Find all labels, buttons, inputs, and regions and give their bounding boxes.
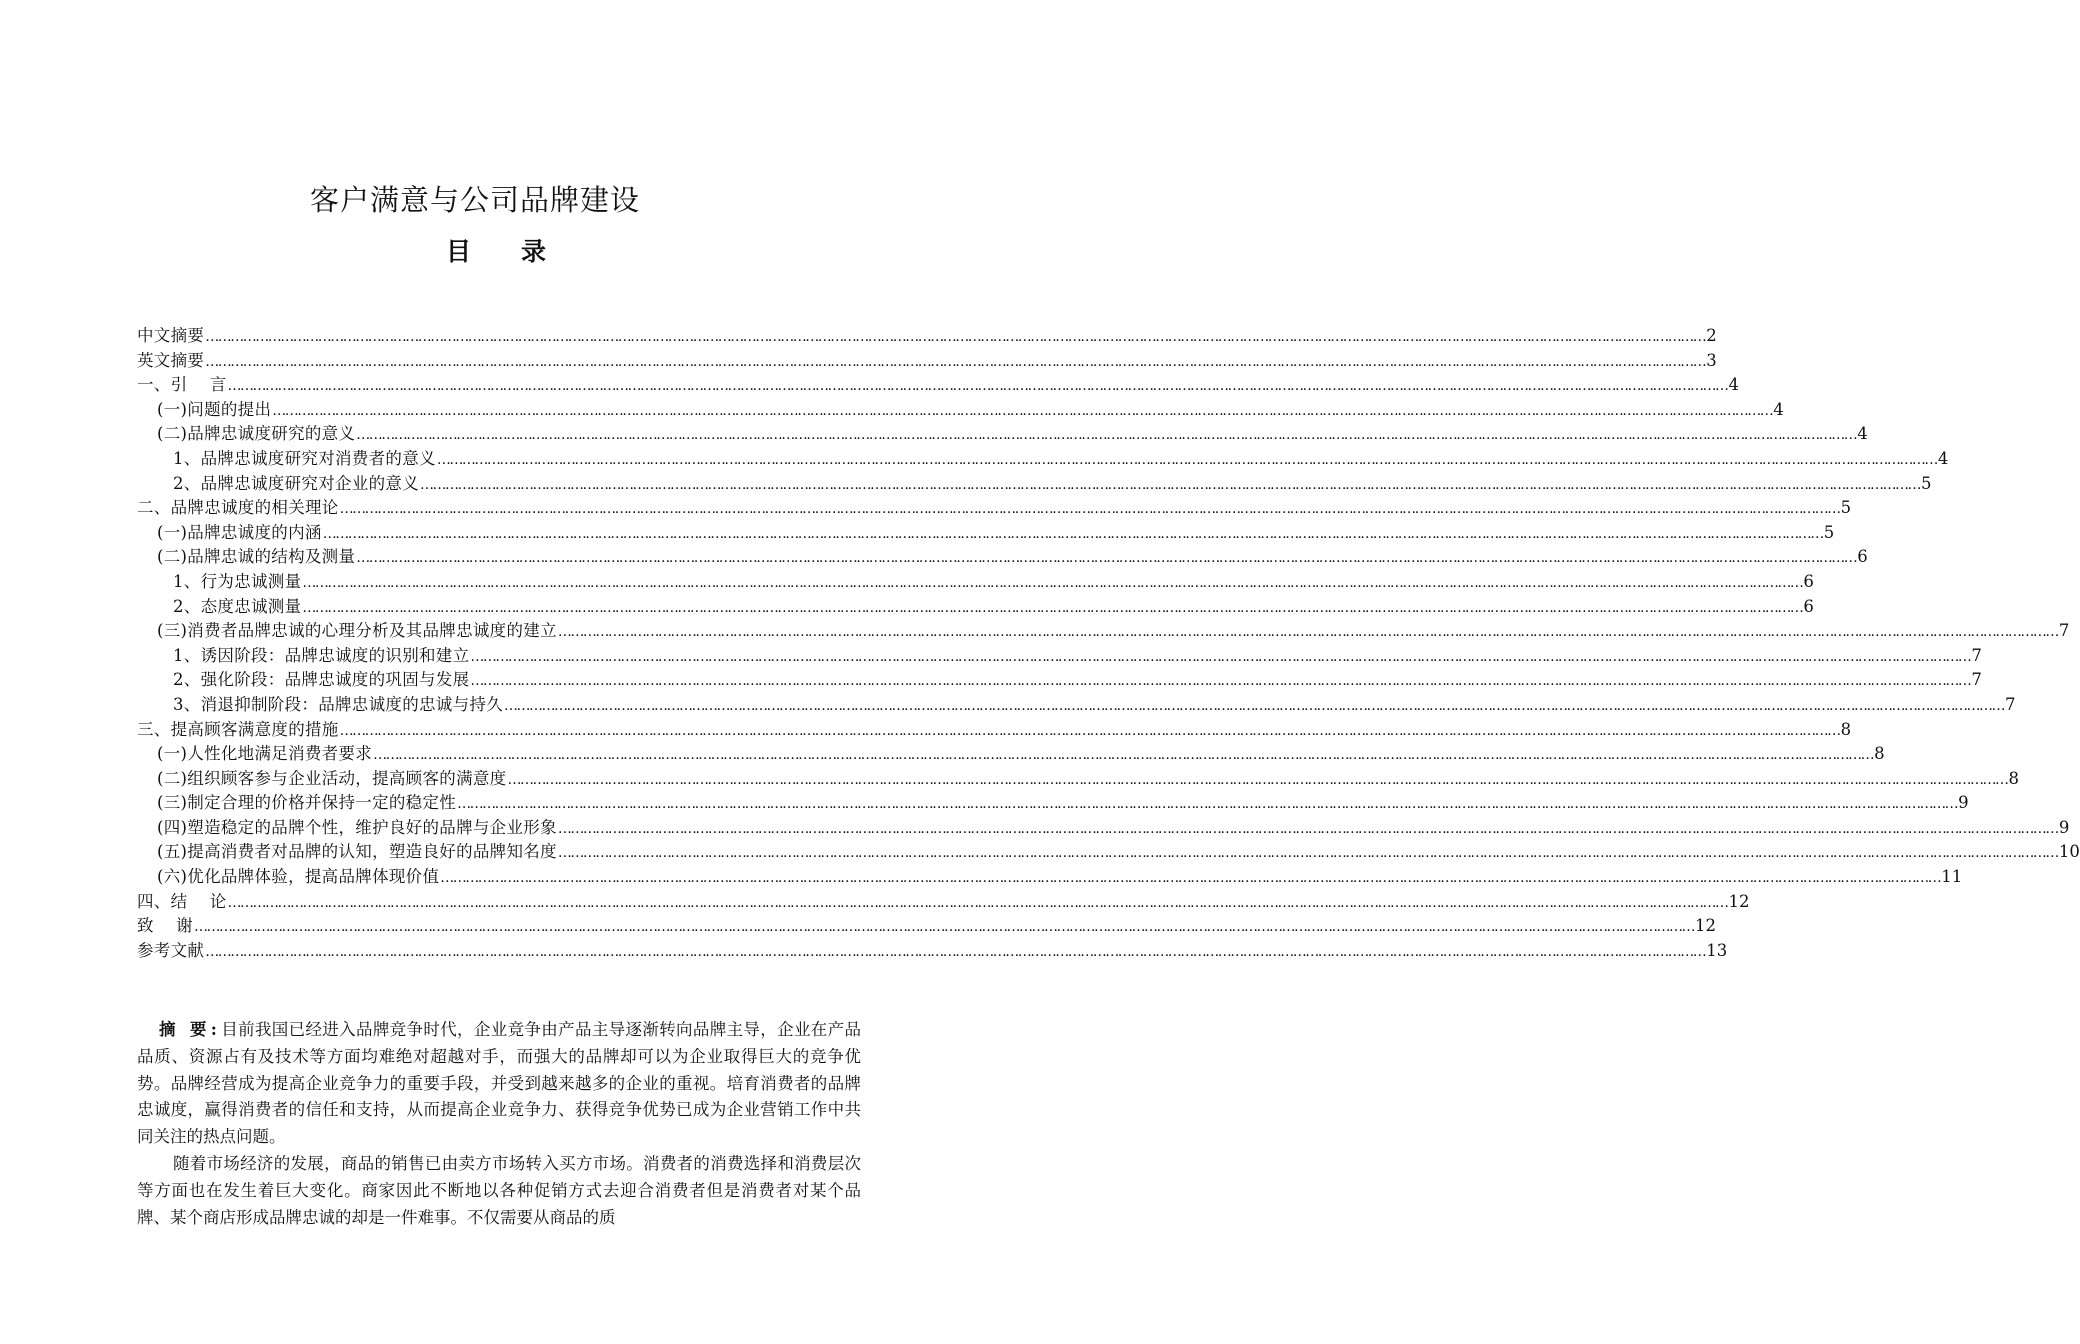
toc-leader-dots: ……………………………………………………………………………………………………………………………………………………………………………………………………………………………………………………………………………………………………………………………… <box>339 501 1840 518</box>
toc-entry-page-number: 2 <box>1706 326 1717 345</box>
toc-entry-page-number: 13 <box>1706 940 1728 960</box>
toc-entry[interactable] <box>137 447 1949 472</box>
toc-leader-dots: ……………………………………………………………………………………………………………………………………………………………………………………………………………………………………………………………………………………………………………………………… <box>373 747 1874 764</box>
toc-entry-page-number: 5 <box>1840 498 1852 518</box>
toc-entry[interactable] <box>137 472 1932 497</box>
toc-entry-label: 中文摘要 <box>137 326 205 345</box>
toc-entry[interactable] <box>137 422 1868 447</box>
table-of-contents <box>137 324 2080 963</box>
toc-leader-dots: ……………………………………………………………………………………………………………………………………………………………………………………………………………………………………………………………………………………………………………………………… <box>420 476 1920 493</box>
toc-leader-dots: ……………………………………………………………………………………………………………………………………………………………………………………………………………………………………………………………………………………………………………………………… <box>470 648 1971 665</box>
toc-entry[interactable] <box>137 890 1750 915</box>
toc-entry-page-number: 6 <box>1803 596 1814 616</box>
abstract-section <box>137 1017 861 1231</box>
toc-entry[interactable] <box>137 398 1784 423</box>
document-title: 客户满意与公司品牌建设 <box>309 183 640 217</box>
toc-entry[interactable] <box>137 816 2070 841</box>
toc-entry-label: (一)问题的提出 <box>157 399 272 419</box>
toc-entry[interactable] <box>137 595 1814 620</box>
toc-entry-label: (二)组织顾客参与企业活动，提高顾客的满意度 <box>157 768 507 788</box>
toc-leader-dots: ……………………………………………………………………………………………………………………………………………………………………………………………………………………………………………………………………………………………………………………………… <box>557 820 2058 837</box>
toc-entry-page-number: 12 <box>1694 916 1716 936</box>
toc-entry-label: (四)塑造稳定的品牌个性，维护良好的品牌与企业形象 <box>157 817 557 837</box>
toc-entry[interactable] <box>137 840 2080 865</box>
toc-entry[interactable] <box>137 619 2070 644</box>
toc-entry-label: (三)制定合理的价格并保持一定的稳定性 <box>157 793 457 813</box>
toc-entry-page-number: 6 <box>1803 571 1814 591</box>
toc-entry-page-number: 10 <box>2058 842 2080 862</box>
toc-entry-label: 参考文献 <box>137 940 205 960</box>
toc-leader-dots: ……………………………………………………………………………………………………………………………………………………………………………………………………………………………………………………………………………………………………………………………… <box>322 525 1823 542</box>
toc-entry-page-number: 7 <box>2058 621 2070 641</box>
toc-leader-dots: ……………………………………………………………………………………………………………………………………………………………………………………………………………………………………………………………………………………………………………………………… <box>193 919 1694 936</box>
toc-entry-page-number: 4 <box>1728 375 1740 395</box>
toc-entry-page-number: 6 <box>1857 547 1868 567</box>
toc-leader-dots: ……………………………………………………………………………………………………………………………………………………………………………………………………………………………………………………………………………………………………………………………… <box>205 943 1706 960</box>
toc-leader-dots: ……………………………………………………………………………………………………………………………………………………………………………………………………………………………………………………………………………………………………………………………… <box>302 599 1803 616</box>
toc-leader-dots: ……………………………………………………………………………………………………………………………………………………………………………………………………………………………………………………………………………………………………………………………… <box>457 796 1958 813</box>
toc-entry-page-number: 4 <box>1773 399 1784 419</box>
toc-leader-dots: ……………………………………………………………………………………………………………………………………………………………………………………………………………………………………………………………………………………………………………………………… <box>507 771 2008 788</box>
abstract-paragraph-2: 随着市场经济的发展，商品的销售已由卖方市场转入买方市场。消费者的消费选择和消费层次等方面也在发生着巨大变化。商家因此不断地以各种促销方式去迎合消费者但是消费者对某个品牌、某个商店形成品牌忠诚的却是一件难事。不仅需要从商品的质 <box>137 1153 861 1227</box>
toc-entry[interactable] <box>137 496 1852 521</box>
toc-entry[interactable] <box>137 742 1885 767</box>
toc-entry-page-number: 9 <box>2058 817 2070 837</box>
toc-entry-page-number: 5 <box>1921 473 1932 493</box>
toc-leader-dots: ……………………………………………………………………………………………………………………………………………………………………………………………………………………………………………………………………………………………………………………………… <box>227 894 1728 911</box>
toc-leader-dots: ……………………………………………………………………………………………………………………………………………………………………………………………………………………………………………………………………………………………………………………………… <box>272 402 1773 419</box>
toc-entry[interactable] <box>137 668 1982 693</box>
toc-entry-label: 英文摘要 <box>137 350 205 370</box>
toc-entry-label: 1、品牌忠诚度研究对消费者的意义 <box>173 448 436 468</box>
toc-leader-dots: ……………………………………………………………………………………………………………………………………………………………………………………………………………………………………………………………………………………………………………………………… <box>302 574 1803 591</box>
toc-entry-label: (五)提高消费者对品牌的认知，塑造良好的品牌知名度 <box>157 842 557 862</box>
toc-entry[interactable] <box>137 865 1963 890</box>
toc-leader-dots: ……………………………………………………………………………………………………………………………………………………………………………………………………………………………………………………………………………………………………………………………… <box>504 697 2004 714</box>
toc-entry-label: 3、消退抑制阶段：品牌忠诚度的忠诚与持久 <box>173 694 503 714</box>
toc-entry-page-number: 8 <box>1874 744 1885 764</box>
toc-entry-page-number: 5 <box>1823 522 1835 542</box>
toc-entry[interactable] <box>137 767 2019 792</box>
toc-entry-page-number: 3 <box>1706 350 1717 370</box>
toc-entry-label: (一)人性化地满足消费者要求 <box>157 744 373 764</box>
toc-leader-dots: ……………………………………………………………………………………………………………………………………………………………………………………………………………………………………………………………………………………………………………………………… <box>339 722 1840 739</box>
abstract-text: 目前我国已经进入品牌竞争时代，企业竞争由产品主导逐渐转向品牌主导，企业在产品品质、资源占有及技术等方面均难绝对超越对手，而强大的品牌却可以为企业取得巨大的竞争优势。品牌经营成为提高企业竞争力的重要手段，并受到越来越多的企业的重视。培育消费者的品牌忠诚度，赢得消费者的信任和支持，从而提高企业竞争力、获得竞争优势已成为企业营销工作中共同关注的热点问题。 <box>137 1020 861 1147</box>
abstract-paragraph-1 <box>137 1017 861 1151</box>
toc-leader-dots: ……………………………………………………………………………………………………………………………………………………………………………………………………………………………………………………………………………………………………………………………… <box>356 550 1857 567</box>
toc-entry-label: 四、结 论 <box>137 891 227 911</box>
toc-entry-label: 2、强化阶段：品牌忠诚度的巩固与发展 <box>173 670 470 690</box>
toc-entry-page-number: 7 <box>1971 670 1982 690</box>
toc-leader-dots: ……………………………………………………………………………………………………………………………………………………………………………………………………………………………………………………………………………………………………………………………… <box>205 329 1706 345</box>
toc-entry[interactable] <box>137 791 1969 816</box>
toc-entry[interactable] <box>137 718 1852 743</box>
toc-entry-label: 2、品牌忠诚度研究对企业的意义 <box>173 473 419 493</box>
toc-entry-label: 1、诱因阶段：品牌忠诚度的识别和建立 <box>173 645 470 665</box>
toc-entry[interactable] <box>137 373 1740 398</box>
toc-entry-page-number: 7 <box>2005 694 2016 714</box>
toc-leader-dots: ……………………………………………………………………………………………………………………………………………………………………………………………………………………………………………………………………………………………………………………………… <box>436 451 1937 468</box>
toc-entry-label: 三、提高顾客满意度的措施 <box>137 719 339 739</box>
toc-entry-label: (三)消费者品牌忠诚的心理分析及其品牌忠诚度的建立 <box>157 621 557 641</box>
toc-entry[interactable] <box>137 939 1728 964</box>
toc-entry-page-number: 11 <box>1941 867 1963 887</box>
toc-entry[interactable] <box>137 324 1717 349</box>
toc-entry[interactable] <box>137 521 1835 546</box>
abstract-label: 摘 要: <box>159 1020 221 1039</box>
toc-entry[interactable] <box>137 570 1814 595</box>
toc-entry-label: 1、行为忠诚测量 <box>173 571 302 591</box>
toc-entry-page-number: 8 <box>1840 719 1852 739</box>
toc-entry-page-number: 9 <box>1958 793 1969 813</box>
toc-entry-page-number: 8 <box>2008 768 2019 788</box>
toc-leader-dots: ……………………………………………………………………………………………………………………………………………………………………………………………………………………………………………………………………………………………………………………………… <box>557 624 2058 641</box>
toc-entry-page-number: 4 <box>1857 424 1868 444</box>
toc-entry-label: 二、品牌忠诚度的相关理论 <box>137 498 339 518</box>
toc-heading: 目 录 <box>445 237 546 266</box>
toc-leader-dots: ……………………………………………………………………………………………………………………………………………………………………………………………………………………………………………………………………………………………………………………………… <box>440 870 1941 887</box>
toc-leader-dots: ……………………………………………………………………………………………………………………………………………………………………………………………………………………………………………………………………………………………………………………………… <box>356 427 1857 444</box>
toc-entry-label: 2、态度忠诚测量 <box>173 596 302 616</box>
toc-entry-page-number: 12 <box>1728 891 1750 911</box>
toc-entry-label: (一)品牌忠诚度的内涵 <box>157 522 322 542</box>
toc-entry-label: 一、引 言 <box>137 375 227 395</box>
toc-leader-dots: ……………………………………………………………………………………………………………………………………………………………………………………………………………………………………………………………………………………………………………………………… <box>227 378 1728 395</box>
toc-entry-label: (六)优化品牌体验，提高品牌体现价值 <box>157 867 440 887</box>
toc-entry[interactable] <box>137 545 1868 570</box>
toc-entry[interactable] <box>137 349 1717 374</box>
toc-entry[interactable] <box>137 693 2016 718</box>
toc-entry[interactable] <box>137 914 1716 939</box>
toc-entry-label: 致 谢 <box>137 916 193 936</box>
toc-leader-dots: ……………………………………………………………………………………………………………………………………………………………………………………………………………………………………………………………………………………………………………………………… <box>557 845 2058 862</box>
toc-leader-dots: ……………………………………………………………………………………………………………………………………………………………………………………………………………………………………………………………………………………………………………………………… <box>470 673 1971 690</box>
toc-entry-label: (二)品牌忠诚的结构及测量 <box>157 547 356 567</box>
toc-entry[interactable] <box>137 644 1982 669</box>
toc-leader-dots: ……………………………………………………………………………………………………………………………………………………………………………………………………………………………………………………………………………………………………………………………… <box>205 353 1706 370</box>
toc-entry-label: (二)品牌忠诚度研究的意义 <box>157 424 356 444</box>
toc-entry-page-number: 4 <box>1937 448 1949 468</box>
toc-entry-page-number: 7 <box>1971 645 1982 665</box>
